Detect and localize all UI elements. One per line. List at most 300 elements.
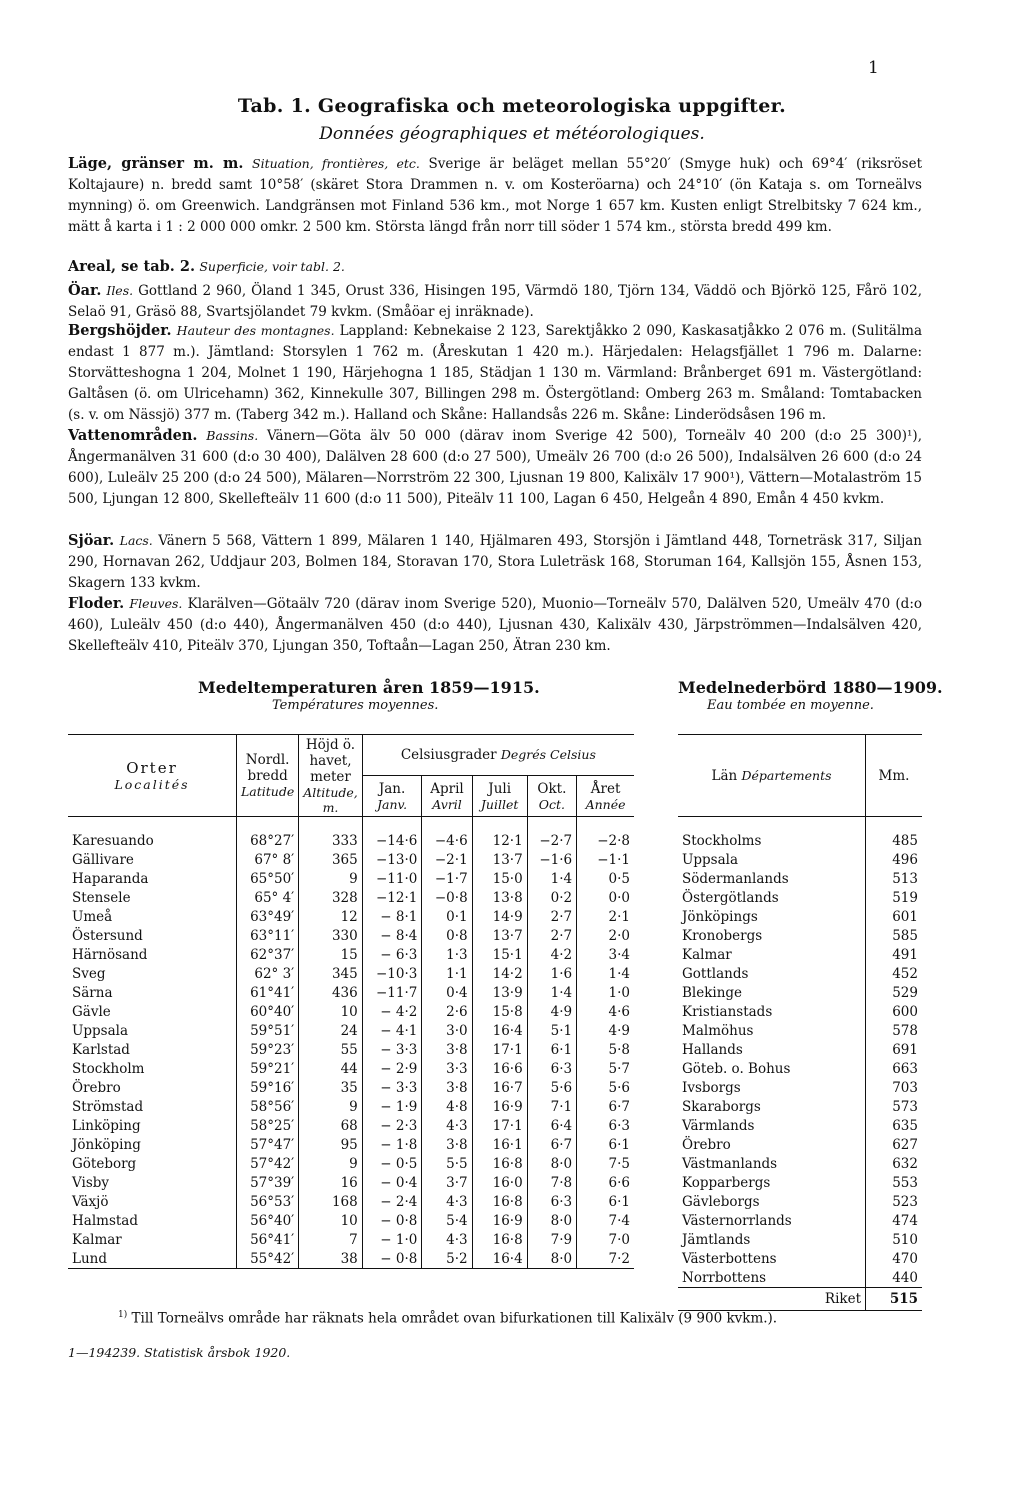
cell-hojd: 330 [299,927,363,946]
cell-hojd: 16 [299,1174,363,1193]
cell-april: 5·5 [422,1155,472,1174]
cell-aret: 0·5 [608,871,630,887]
cell-april: 3·8 [422,1041,472,1060]
header-okt: Okt. Oct. [527,776,576,817]
cell-juli: 16·4 [472,1022,527,1041]
cell-bredd: 58°56′ [237,1098,299,1117]
section-rivers [68,593,922,657]
cell-bredd: 68°27′ [237,832,299,851]
cell-ort: Haparanda [68,870,237,889]
table-row [68,870,634,889]
cell-okt: 7·8 [527,1174,576,1193]
table-row [678,946,922,965]
cell-juli: 17·1 [472,1041,527,1060]
cell-bredd: 61°41′ [237,984,299,1003]
temperature-table-body [68,817,634,1269]
table-row [678,1060,922,1079]
cell-april: 3·8 [422,1079,472,1098]
cell-lan: Västerbottens [678,1250,866,1269]
cell-april: 1·1 [422,965,472,984]
cell-okt: 6·7 [527,1136,576,1155]
section-head: Floder. [68,595,125,612]
cell-juli: 16·6 [472,1060,527,1079]
footnote [118,1310,777,1327]
cell-hojd: 38 [299,1250,363,1269]
cell-okt: −1·6 [527,851,576,870]
table-row [68,1231,634,1250]
cell-hojd: 68 [299,1117,363,1136]
cell-okt: 1·4 [527,984,576,1003]
cell-hojd: 12 [299,908,363,927]
cell-mm: 703 [892,1080,918,1096]
cell-okt: 6·4 [527,1117,576,1136]
cell-aret: 6·6 [608,1175,630,1191]
cell-lan: Skaraborgs [678,1098,866,1117]
cell-ort: Sveg [68,965,237,984]
table-row [678,1212,922,1231]
cell-aret: 4·6 [608,1004,630,1020]
cell-april: 0·1 [422,908,472,927]
table-row [68,927,634,946]
cell-bredd: 57°47′ [237,1136,299,1155]
section-head-fr: Iles. [106,283,134,298]
cell-bredd: 62° 3′ [237,965,299,984]
table-row [678,927,922,946]
cell-april: −0·8 [422,889,472,908]
cell-bredd: 58°25′ [237,1117,299,1136]
cell-juli: 16·9 [472,1098,527,1117]
section-head-fr: Lacs. [119,533,153,548]
table-row [678,1098,922,1117]
cell-lan: Kristianstads [678,1003,866,1022]
cell-ort: Gävle [68,1003,237,1022]
cell-bredd: 62°37′ [237,946,299,965]
cell-lan: Ivsborgs [678,1079,866,1098]
table-row [68,1155,634,1174]
header-lan: Län Départements [678,735,866,817]
cell-hojd: 9 [299,1098,363,1117]
cell-jan: − 0·5 [362,1155,422,1174]
cell-jan: − 0·8 [362,1212,422,1231]
table-row [678,1231,922,1250]
cell-april: 4·3 [422,1193,472,1212]
cell-bredd: 65° 4′ [237,889,299,908]
cell-lan: Gottlands [678,965,866,984]
cell-lan: Hallands [678,1041,866,1060]
cell-okt: 6·3 [527,1060,576,1079]
cell-aret: −1·1 [597,852,630,868]
cell-lan: Värmlands [678,1117,866,1136]
section-mountains [68,320,922,426]
cell-bredd: 56°41′ [237,1231,299,1250]
cell-april: 2·6 [422,1003,472,1022]
cell-aret: −2·8 [597,833,630,849]
cell-mm: 485 [892,833,918,849]
table-row [678,984,922,1003]
cell-juli: 16·8 [472,1231,527,1250]
cell-lan: Västernorrlands [678,1212,866,1231]
cell-april: 4·8 [422,1098,472,1117]
cell-juli: 13·7 [472,927,527,946]
cell-april: 3·0 [422,1022,472,1041]
cell-mm: 553 [892,1175,918,1191]
cell-april: 3·7 [422,1174,472,1193]
cell-bredd: 67° 8′ [237,851,299,870]
cell-okt: 4·2 [527,946,576,965]
table-row [68,832,634,851]
cell-hojd: 44 [299,1060,363,1079]
cell-okt: 4·9 [527,1003,576,1022]
header-celsius: Celsiusgrader Degrés Celsius [362,735,634,776]
section-location [68,153,922,238]
section-text: Gottland 2 960, Öland 1 345, Orust 336, Hisingen 195, Värmdö 180, Tjörn 134, Väddö och Björkö 125, Fårö 102, Selaö 91, Gräsö 88, Svartsjölandet 79 kvkm. (Småöar ej inräknade). [68,283,922,320]
cell-ort: Lund [68,1250,237,1269]
header-mm: Mm. [866,735,923,817]
cell-ort: Karlstad [68,1041,237,1060]
cell-april: 0·4 [422,984,472,1003]
cell-aret: 6·3 [608,1118,630,1134]
cell-mm: 627 [892,1137,918,1153]
cell-april: 3·3 [422,1060,472,1079]
cell-ort: Karesuando [68,832,237,851]
cell-mm: 691 [892,1042,918,1058]
cell-ort: Gällivare [68,851,237,870]
section-text: Lappland: Kebnekaise 2 123, Sarektjåkko 2 090, Kaskasatjåkko 2 076 m. (Sulitälma endast 1 877 m.). Jämtland: Storsylen 1 762 m. (Åreskutan 1 420 m.). Härjedalen: Helagsfjället 1 796 m. Dalarne: Storvätteshogna 1 204, Molnet 1 190, Härjehogna 1 185, Städjan 1 130 m. Värmland: Brånberget 691 m. Västergötland: Galtåsen (ö. om Ulricehamn) 362, Kinnekulle 307, Billingen 298 m. Östergötland: Omberg 263 m. Småland: Tomtabacken (s. v. om Nässjö) 377 m. (Taberg 342 m.). Halland och Skåne: Hallandsås 226 m. Skåne: Linderödsåsen 196 m. [68,323,923,423]
precipitation-table-body [678,817,922,1311]
cell-jan: −14·6 [362,832,422,851]
section-islands [68,280,922,323]
cell-bredd: 63°49′ [237,908,299,927]
table-row [68,908,634,927]
cell-hojd: 333 [299,832,363,851]
cell-aret: 1·0 [608,985,630,1001]
cell-jan: −10·3 [362,965,422,984]
cell-lan: Norrbottens [678,1269,866,1288]
cell-aret: 7·2 [577,1250,634,1269]
cell-jan: − 3·3 [362,1041,422,1060]
cell-okt: 8·0 [527,1155,576,1174]
cell-aret: 7·0 [608,1232,630,1248]
cell-april: 4·3 [422,1117,472,1136]
cell-juli: 16·0 [472,1174,527,1193]
table-row [678,965,922,984]
cell-hojd: 7 [299,1231,363,1250]
cell-juli: 15·0 [472,870,527,889]
section-head: Öar. [68,282,102,299]
cell-april: −1·7 [422,870,472,889]
cell-hojd: 10 [299,1212,363,1231]
cell-okt: 6·3 [527,1193,576,1212]
cell-ort: Halmstad [68,1212,237,1231]
footnote-mark: 1) [118,1310,128,1320]
table-row [68,1079,634,1098]
cell-hojd: 9 [299,870,363,889]
table-row [68,851,634,870]
cell-juli: 16·8 [472,1193,527,1212]
cell-ort: Jönköping [68,1136,237,1155]
cell-okt: 2·7 [527,927,576,946]
table-row [68,1136,634,1155]
cell-okt: −2·7 [527,832,576,851]
cell-bredd: 56°53′ [237,1193,299,1212]
table-row [678,1136,922,1155]
cell-juli: 16·1 [472,1136,527,1155]
cell-jan: − 0·4 [362,1174,422,1193]
cell-okt: 8·0 [527,1212,576,1231]
cell-april: 4·3 [422,1231,472,1250]
cell-hojd: 35 [299,1079,363,1098]
cell-juli: 15·1 [472,946,527,965]
cell-hojd: 328 [299,889,363,908]
table-row [678,1193,922,1212]
section-text: Sverige är beläget mellan 55°20′ (Smyge huk) och 69°4′ (riksröset Koltajaure) n. bredd samt 10°58′ (skäret Stora Drammen n. v. om Kosteröarna) och 24°10′ (ön Kataja s. om Torneälvs mynning) ö. om Greenwich. Landgränsen mot Finland 536 km., mot Norge 1 657 km. Kusten enligt Strelbitsky 7 624 km., mätt å karta i 1 : 2 000 000 omkr. 2 500 km. Största längd från norr till söder 1 574 km., största bredd 499 km. [68,156,923,235]
cell-ort: Östersund [68,927,237,946]
cell-okt: 5·1 [527,1022,576,1041]
table-spacer-row [678,817,922,832]
cell-lan: Uppsala [678,851,866,870]
cell-bredd: 63°11′ [237,927,299,946]
cell-bredd: 55°42′ [237,1250,299,1269]
total-row [678,1288,922,1311]
table-row [678,1117,922,1136]
table-row [68,984,634,1003]
cell-aret: 5·7 [608,1061,630,1077]
cell-april: 3·8 [422,1136,472,1155]
cell-jan: − 4·1 [362,1022,422,1041]
cell-aret: 5·6 [608,1080,630,1096]
cell-mm: 635 [892,1118,918,1134]
cell-juli: 16·7 [472,1079,527,1098]
cell-mm: 600 [892,1004,918,1020]
cell-april: 0·8 [422,927,472,946]
table-row [68,1212,634,1231]
section-area [68,256,922,278]
cell-jan: −11·7 [362,984,422,1003]
cell-juli: 12·1 [472,832,527,851]
header-aret: Året Année [577,776,634,817]
cell-aret: 5·8 [608,1042,630,1058]
cell-jan: − 3·3 [362,1079,422,1098]
cell-juli: 13·8 [472,889,527,908]
cell-ort: Växjö [68,1193,237,1212]
cell-lan: Östergötlands [678,889,866,908]
cell-lan: Göteb. o. Bohus [678,1060,866,1079]
cell-mm: 491 [892,947,918,963]
table-row [68,1041,634,1060]
cell-hojd: 15 [299,946,363,965]
table-row [678,1003,922,1022]
signature-line: 1—194239. Statistisk årsbok 1920. [68,1345,291,1360]
cell-hojd: 365 [299,851,363,870]
cell-juli: 16·9 [472,1212,527,1231]
cell-lan: Malmöhus [678,1022,866,1041]
cell-aret: 7·5 [608,1156,630,1172]
cell-april: 5·4 [422,1212,472,1231]
cell-juli: 15·8 [472,1003,527,1022]
header-juli: Juli Juillet [472,776,527,817]
section-head-fr: Situation, frontières, etc. [252,156,420,171]
section-text: Klarälven—Götaälv 720 (därav inom Sverige 520), Muonio—Torneälv 570, Dalälven 520, Umeälv 470 (d:o 460), Luleälv 450 (d:o 440), Ångermanälven 450 (d:o 440), Ljusnan 430, Kalixälv 430, Järpströmmen—Indalsälven 420, Skellefteälv 410, Piteälv 370, Ljungan 350, Toftaån—Lagan 250, Ätran 230 km. [68,596,922,654]
cell-mm: 523 [892,1194,918,1210]
precipitation-table-title: Medelnederbörd 1880—1909. [678,678,943,697]
temperature-table-subtitle: Températures moyennes. [272,698,439,713]
cell-april: −2·1 [422,851,472,870]
cell-okt: 7·1 [527,1098,576,1117]
section-text: Vänern—Göta älv 50 000 (därav inom Sverige 42 500), Torneälv 40 200 (d:o 25 300)¹), Ångermanälven 31 600 (d:o 30 400), Dalälven 28 600 (d:o 27 500), Umeälv 26 700 (d:o 26 500), Indalsälven 26 600 (d:o 24 600), Luleälv 25 200 (d:o 24 500), Mälaren—Norrström 22 300, Ljusnan 19 800, Kalixälv 17 900¹), Vättern—Motalaström 15 500, Ljungan 12 800, Skellefteälv 11 600 (d:o 11 500), Piteälv 11 100, Lagan 6 450, Helgeån 4 890, Emån 4 450 kvkm. [68,428,922,507]
cell-juli: 16·4 [472,1250,527,1269]
cell-hojd: 9 [299,1155,363,1174]
table-row [678,889,922,908]
cell-ort: Örebro [68,1079,237,1098]
cell-jan: − 2·3 [362,1117,422,1136]
total-value: 515 [866,1288,923,1311]
cell-jan: −12·1 [362,889,422,908]
cell-hojd: 10 [299,1003,363,1022]
cell-bredd: 57°42′ [237,1155,299,1174]
cell-mm: 585 [892,928,918,944]
cell-okt: 0·2 [527,889,576,908]
cell-lan: Kalmar [678,946,866,965]
section-lakes [68,530,922,594]
cell-aret: 7·4 [608,1213,630,1229]
table-row [68,1022,634,1041]
cell-okt: 7·9 [527,1231,576,1250]
cell-hojd: 436 [299,984,363,1003]
cell-ort: Strömstad [68,1098,237,1117]
cell-mm: 601 [892,909,918,925]
table-row [68,946,634,965]
cell-bredd: 56°40′ [237,1212,299,1231]
page-title: Tab. 1. Geografiska och meteorologiska uppgifter. [237,95,787,117]
cell-aret: 3·4 [608,947,630,963]
cell-lan: Jämtlands [678,1231,866,1250]
precipitation-table [678,734,922,1311]
cell-mm: 529 [892,985,918,1001]
cell-hojd: 95 [299,1136,363,1155]
page-subtitle: Données géographiques et météorologiques. [319,124,705,144]
cell-april: 5·2 [422,1250,472,1269]
cell-ort: Umeå [68,908,237,927]
cell-jan: − 1·8 [362,1136,422,1155]
temperature-table [68,734,634,1269]
section-head: Läge, gränser m. m. [68,155,244,172]
cell-bredd: 59°16′ [237,1079,299,1098]
cell-jan: − 1·0 [362,1231,422,1250]
header-bredd: Nordl. bredd Latitude [237,735,299,817]
cell-okt: 6·1 [527,1041,576,1060]
table-row [68,1098,634,1117]
cell-juli: 16·8 [472,1155,527,1174]
cell-bredd: 59°21′ [237,1060,299,1079]
header-april: April Avril [422,776,472,817]
section-head-fr: Bassins. [206,428,259,443]
cell-jan: − 2·9 [362,1060,422,1079]
cell-mm: 440 [892,1269,918,1286]
cell-lan: Västmanlands [678,1155,866,1174]
cell-okt: 8·0 [527,1250,576,1269]
page-number: 1 [868,58,879,78]
table-row [678,1269,922,1288]
cell-juli: 13·7 [472,851,527,870]
cell-aret: 2·0 [608,928,630,944]
header-hojd: Höjd ö. havet, meter Altitude, m. [299,735,363,817]
table-row [678,851,922,870]
table-row [68,889,634,908]
cell-bredd: 59°23′ [237,1041,299,1060]
header-orter: Orter Localités [68,735,237,817]
cell-jan: − 1·9 [362,1098,422,1117]
cell-okt: 5·6 [527,1079,576,1098]
footnote-text: Till Torneälvs område har räknats hela området ovan bifurkationen till Kalixälv (9 900 kvkm.). [131,1310,778,1327]
cell-hojd: 345 [299,965,363,984]
section-head-fr: Superficie, voir tabl. 2. [199,259,345,274]
cell-aret: 2·1 [608,909,630,925]
cell-mm: 519 [892,890,918,906]
cell-lan: Örebro [678,1136,866,1155]
cell-hojd: 168 [299,1193,363,1212]
table-spacer-row [68,817,634,832]
cell-lan: Kopparbergs [678,1174,866,1193]
cell-ort: Härnösand [68,946,237,965]
cell-aret: 1·4 [608,966,630,982]
cell-ort: Visby [68,1174,237,1193]
section-head: Areal, se tab. 2. [68,258,196,275]
cell-ort: Stensele [68,889,237,908]
section-basins [68,425,922,510]
cell-bredd: 60°40′ [237,1003,299,1022]
cell-jan: − 4·2 [362,1003,422,1022]
cell-okt: 1·4 [527,870,576,889]
table-row [68,965,634,984]
table-row [678,1079,922,1098]
cell-april: −4·6 [422,832,472,851]
cell-mm: 513 [892,871,918,887]
cell-lan: Stockholms [678,832,866,851]
cell-bredd: 57°39′ [237,1174,299,1193]
table-row [678,1041,922,1060]
cell-bredd: 59°51′ [237,1022,299,1041]
table-row [68,1117,634,1136]
total-label: Riket [678,1288,866,1311]
cell-aret: 0·0 [608,890,630,906]
cell-mm: 632 [892,1156,918,1172]
cell-lan: Södermanlands [678,870,866,889]
section-head: Vattenområden. [68,427,198,444]
cell-mm: 496 [892,852,918,868]
cell-ort: Göteborg [68,1155,237,1174]
precipitation-table-subtitle: Eau tombée en moyenne. [707,698,874,713]
cell-lan: Blekinge [678,984,866,1003]
cell-jan: − 6·3 [362,946,422,965]
cell-okt: 2·7 [527,908,576,927]
table-row [678,870,922,889]
table-row [678,1155,922,1174]
cell-jan: − 2·4 [362,1193,422,1212]
table-row [678,1174,922,1193]
cell-jan: − 0·8 [362,1250,422,1269]
cell-ort: Särna [68,984,237,1003]
cell-jan: − 8·1 [362,908,422,927]
cell-mm: 573 [892,1099,918,1115]
table-row [678,1250,922,1269]
cell-mm: 578 [892,1023,918,1039]
cell-aret: 4·9 [608,1023,630,1039]
cell-lan: Gävleborgs [678,1193,866,1212]
table-row [678,1022,922,1041]
section-head: Bergshöjder. [68,322,172,339]
header-jan: Jan. Janv. [362,776,422,817]
cell-aret: 6·1 [608,1137,630,1153]
